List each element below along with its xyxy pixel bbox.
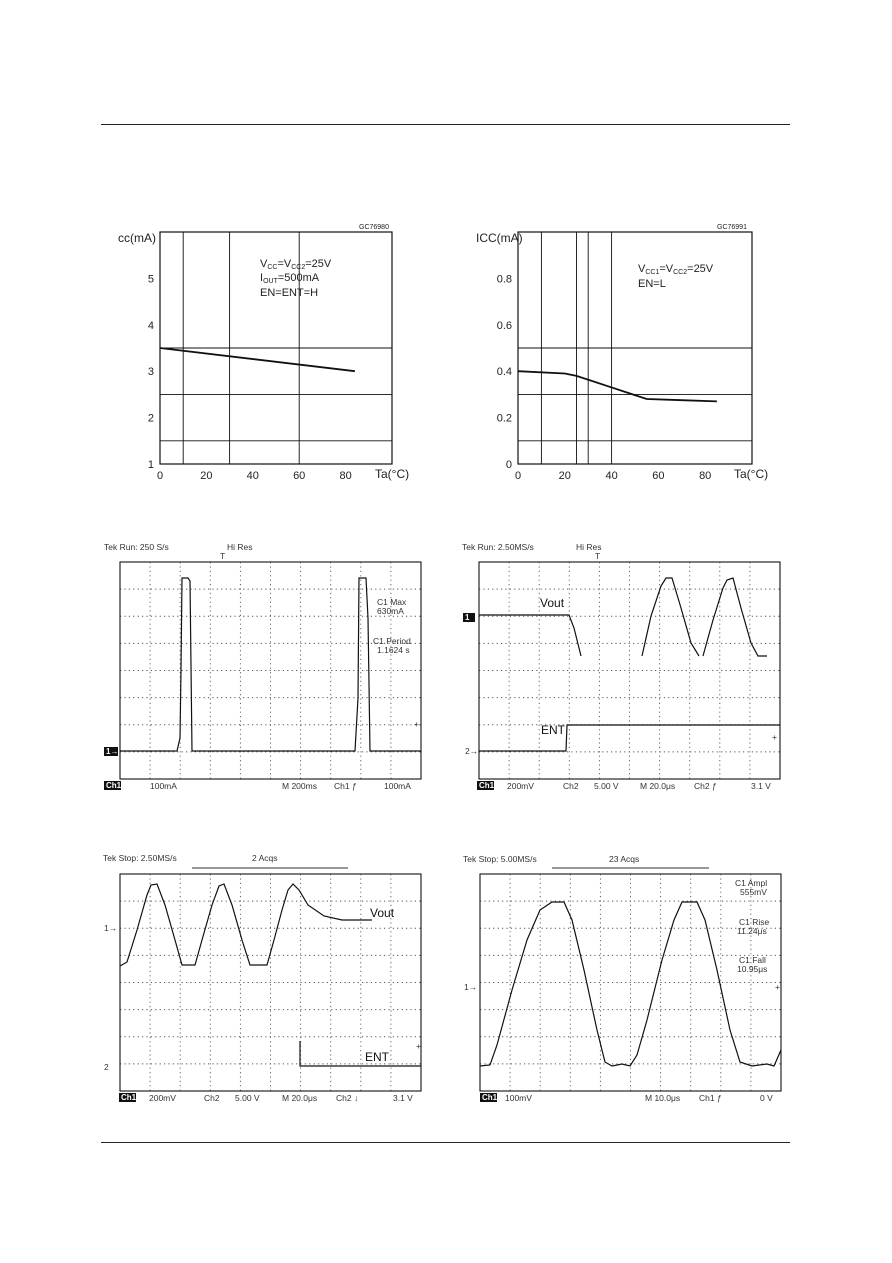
tick-labels <box>148 273 352 482</box>
ent-trace <box>300 1041 421 1066</box>
x-tick-label: 20 <box>558 470 571 482</box>
scope-grid <box>120 562 421 779</box>
annotation-vcc: VCC=VCC2=25V <box>260 258 332 271</box>
vout-label: Vout <box>370 906 395 920</box>
y-tick-label: 0.2 <box>496 412 512 425</box>
scale-label: 200mV <box>507 781 534 791</box>
scope-grid <box>479 562 780 779</box>
crosshair-marker: + <box>416 1041 421 1051</box>
measurement-value: 11.24μs <box>737 926 767 936</box>
scale-label: 100mA <box>150 781 177 791</box>
measurement-label: C1 Fall <box>739 955 766 965</box>
channel-badge-text: Ch1 <box>106 781 122 790</box>
channel-marker-text: 1 <box>465 613 470 622</box>
y-tick-label: 5 <box>147 273 154 286</box>
channel-marker: 2 <box>104 1062 109 1072</box>
channel-badge-text: Ch1 <box>479 781 495 790</box>
ent-label: ENT <box>365 1050 389 1064</box>
measurement-value: 1.1624 s <box>377 645 410 655</box>
icc-vs-temperature-chart-disabled <box>470 222 790 487</box>
timebase-label: M 200ms <box>282 781 317 791</box>
scope-capture-rise-fall <box>462 850 792 1110</box>
scale-label: 100mV <box>505 1093 532 1103</box>
channel-marker-text: 1→ <box>106 747 119 756</box>
channel2-label: Ch2 <box>204 1093 220 1103</box>
measurement-value: 630mA <box>377 606 404 616</box>
x-tick-label: 0 <box>514 470 522 482</box>
trigger-marker: T <box>220 551 226 561</box>
x-tick-label: 80 <box>699 470 712 482</box>
icc-curve <box>160 348 355 371</box>
measurement-label: C1 Rise <box>739 917 770 927</box>
scope-capture-enable-fall <box>102 850 432 1110</box>
scope-header: Tek Stop: 5.00MS/s <box>463 854 537 864</box>
y-tick-label: 2 <box>147 412 154 425</box>
icc-vs-temperature-chart-enabled <box>110 222 430 487</box>
trigger-label: Ch1 ƒ <box>699 1093 722 1103</box>
y-tick-label: 0.6 <box>496 319 512 332</box>
tick-labels <box>497 273 712 482</box>
measurement-value: 555mV <box>740 887 767 897</box>
scope-grid <box>480 874 781 1091</box>
channel-marker: 2→ <box>465 746 479 756</box>
measurement-label: C1 Ampl <box>735 878 768 888</box>
measurement-value: 10.95μs <box>737 964 768 974</box>
x-tick-label: 0 <box>156 470 164 482</box>
x-axis-label: Ta(°C) <box>734 467 769 481</box>
x-tick-label: 40 <box>246 470 259 482</box>
grid-lines <box>518 232 752 464</box>
ent-label: ENT <box>541 723 565 737</box>
bottom-rule <box>101 1142 790 1143</box>
x-tick-label: 80 <box>339 470 352 482</box>
timebase-label: M 10.0μs <box>645 1093 681 1103</box>
channel2-label: Ch2 <box>563 781 579 791</box>
annotation-en: EN=ENT=H <box>260 287 319 299</box>
scope-header-mode: Hi Res <box>227 542 253 552</box>
channel-badge-text: Ch1 <box>482 1093 498 1102</box>
scope-header: Tek Run: 250 S/s <box>104 542 169 552</box>
scale-label: 200mV <box>149 1093 176 1103</box>
x-tick-label: 60 <box>652 470 665 482</box>
scope-header: Tek Stop: 2.50MS/s <box>103 853 177 863</box>
scope-header-mode: 2 Acqs <box>252 853 278 863</box>
y-tick-label: 1 <box>147 459 154 471</box>
scope-capture-current-period <box>102 538 432 798</box>
channel-marker: 1→ <box>104 923 118 933</box>
trigger-level: 3.1 V <box>393 1093 413 1103</box>
scope-header: Tek Run: 2.50MS/s <box>462 542 534 552</box>
icc-curve <box>518 371 717 401</box>
measurement-label: C1 Period <box>373 636 411 646</box>
y-axis-label: ICC(mA) <box>476 231 523 245</box>
vout-trace <box>479 578 767 656</box>
x-tick-label: 20 <box>200 470 213 482</box>
timebase-label: M 20.0μs <box>282 1093 318 1103</box>
channel2-scale: 5.00 V <box>594 781 619 791</box>
vout-label: Vout <box>540 596 565 610</box>
vout-trace <box>120 884 372 966</box>
x-axis-label: Ta(°C) <box>375 467 410 481</box>
annotation-en: EN=L <box>638 278 666 290</box>
channel-badge-text: Ch1 <box>121 1093 137 1102</box>
trigger-label: Ch1 ƒ <box>334 781 357 791</box>
scope-header-mode: 23 Acqs <box>609 854 640 864</box>
measurement-label: C1 Max <box>377 597 407 607</box>
trigger-level: 3.1 V <box>751 781 771 791</box>
x-tick-label: 60 <box>293 470 306 482</box>
annotation-vcc: VCC1=VCC2=25V <box>638 263 714 276</box>
y-tick-label: 0 <box>505 459 512 471</box>
channel-marker: 1→ <box>464 982 478 992</box>
timebase-label: M 20.0μs <box>640 781 676 791</box>
figure-code: GC76991 <box>717 224 747 231</box>
y-tick-label: 4 <box>147 319 154 332</box>
figure-code: GC76980 <box>359 224 389 231</box>
y-axis-label: cc(mA) <box>118 231 156 245</box>
y-tick-label: 0.4 <box>496 366 512 379</box>
trigger-level: 0 V <box>760 1093 773 1103</box>
top-rule <box>101 124 790 125</box>
channel2-scale: 5.00 V <box>235 1093 260 1103</box>
crosshair-marker: + <box>772 732 777 742</box>
trigger-label: Ch2 ƒ <box>694 781 717 791</box>
annotation-iout: IOUT=500mA <box>260 272 320 285</box>
crosshair-marker: + <box>775 982 780 992</box>
y-tick-label: 0.8 <box>496 273 512 286</box>
y-tick-label: 3 <box>147 366 154 379</box>
crosshair-marker: + <box>414 719 419 729</box>
trigger-marker: T <box>595 551 601 561</box>
scope-header-mode: Hi Res <box>576 542 602 552</box>
trigger-level: 100mA <box>384 781 411 791</box>
x-tick-label: 40 <box>605 470 618 482</box>
trigger-label: Ch2 ↓ <box>336 1093 359 1103</box>
scope-capture-enable-rise <box>461 538 791 798</box>
